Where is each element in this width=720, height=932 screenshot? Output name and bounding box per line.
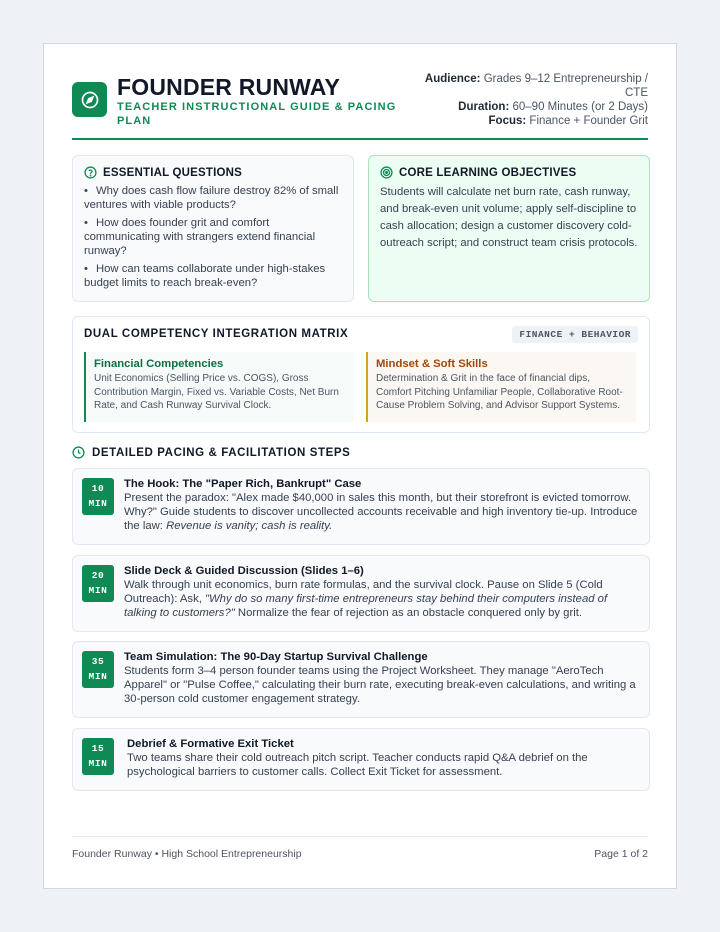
competency-matrix-card: [72, 316, 650, 433]
document-page: [43, 43, 677, 889]
step-description: Present the paradox: "Alex made $40,000 in sales this month, but their storefront is evicted tomorrow. Why?" Guide students to discover uncollected accounts receivable and high inventory tie-up. Introduce the law: Revenue is vanity; cash is reality.: [124, 492, 638, 532]
audience-value: Grades 9–12 Entrepreneurship / CTE: [483, 73, 648, 99]
document-header: [72, 72, 648, 140]
learning-objectives-card: [368, 155, 650, 302]
mindset-skills-panel: [366, 352, 636, 422]
document-title: FOUNDER RUNWAY: [117, 74, 341, 100]
competency-matrix-title: DUAL COMPETENCY INTEGRATION MATRIX: [84, 328, 349, 340]
target-icon: [380, 166, 393, 179]
step-title: Debrief & Formative Exit Ticket: [127, 738, 294, 750]
pacing-section-title: DETAILED PACING & FACILITATION STEPS: [72, 446, 350, 459]
step-title: Slide Deck & Guided Discussion (Slides 1–6): [124, 565, 364, 577]
essential-questions-list: [84, 184, 342, 290]
footer-left-text: Founder Runway • High School Entrepreneurship: [72, 848, 302, 860]
mindset-skills-text: Determination & Grit in the face of financial dips, Comfort Pitching Unfamiliar People, Collaborative Root-Cause Problem Solving, and Advisor Support Systems.: [376, 373, 623, 411]
competency-tag: FINANCE + BEHAVIOR: [512, 326, 638, 343]
list-item: • How can teams collaborate under high-stakes budget limits to reach break-even?: [84, 262, 342, 290]
mindset-skills-title: Mindset & Soft Skills: [376, 358, 488, 370]
document-subtitle: TEACHER INSTRUCTIONAL GUIDE & PACING PLAN: [117, 101, 397, 127]
audience-label: Audience:: [424, 73, 481, 85]
page-number: Page 1 of 2: [594, 848, 648, 860]
duration-badge: 35 MIN: [82, 651, 114, 688]
financial-competencies-panel: [84, 352, 354, 422]
duration-badge: 15 MIN: [82, 738, 114, 775]
financial-competencies-title: Financial Competencies: [94, 358, 224, 370]
pacing-step: [72, 728, 650, 791]
step-description: Students form 3–4 person founder teams using the Project Worksheet. They manage "AeroTech Apparel" or "Pulse Coffee," calculating their burn rate, executing break-even calculations, and writing a 30-person cold customer engagement strategy.: [124, 665, 636, 705]
step-title: The Hook: The "Paper Rich, Bankrupt" Case: [124, 478, 362, 490]
duration-value: 60–90 Minutes (or 2 Days): [512, 101, 648, 113]
pacing-step: [72, 468, 650, 545]
clock-icon: [72, 446, 85, 459]
focus-value: Finance + Founder Grit: [529, 115, 648, 127]
step-title: Team Simulation: The 90-Day Startup Survival Challenge: [124, 651, 428, 663]
learning-objectives-text: Students will calculate net burn rate, cash runway, and break-even unit volume; apply self-discipline to cash allocation; design a customer discovery cold-outreach script; and construct team crisis protocols.: [380, 186, 638, 249]
essential-questions-card: [72, 155, 354, 302]
duration-label: Duration:: [458, 101, 510, 113]
focus-label: Focus:: [488, 115, 527, 127]
list-item: • Why does cash flow failure destroy 82% of small ventures with viable products?: [84, 184, 342, 212]
document-meta: [408, 72, 648, 128]
duration-badge: 10 MIN: [82, 478, 114, 515]
document-footer: [72, 836, 648, 860]
pacing-step: [72, 555, 650, 632]
compass-icon: [72, 82, 107, 117]
essential-questions-title: ESSENTIAL QUESTIONS: [103, 166, 243, 179]
step-description: Two teams share their cold outreach pitch script. Teacher conducts rapid Q&A debrief on the psychological barriers to customer calls. Collect Exit Ticket for assessment.: [127, 752, 588, 778]
question-circle-icon: [84, 166, 97, 179]
step-description: Walk through unit economics, burn rate formulas, and the survival clock. Pause on Slide 5 (Cold Outreach): Ask, "Why do so many first-time entrepreneurs stay behind their computers instead of talking to customers?" Normalize the fear of rejection as an obstacle conquered only by grit.: [124, 579, 608, 619]
pacing-step: [72, 641, 650, 718]
list-item: • How does founder grit and comfort communicating with strangers extend financial runway?: [84, 216, 342, 258]
learning-objectives-title: CORE LEARNING OBJECTIVES: [399, 166, 577, 179]
duration-badge: 20 MIN: [82, 565, 114, 602]
financial-competencies-text: Unit Economics (Selling Price vs. COGS), Gross Contribution Margin, Fixed vs. Variable Costs, Net Burn Rate, and Cash Runway Survival Clock.: [94, 373, 339, 411]
